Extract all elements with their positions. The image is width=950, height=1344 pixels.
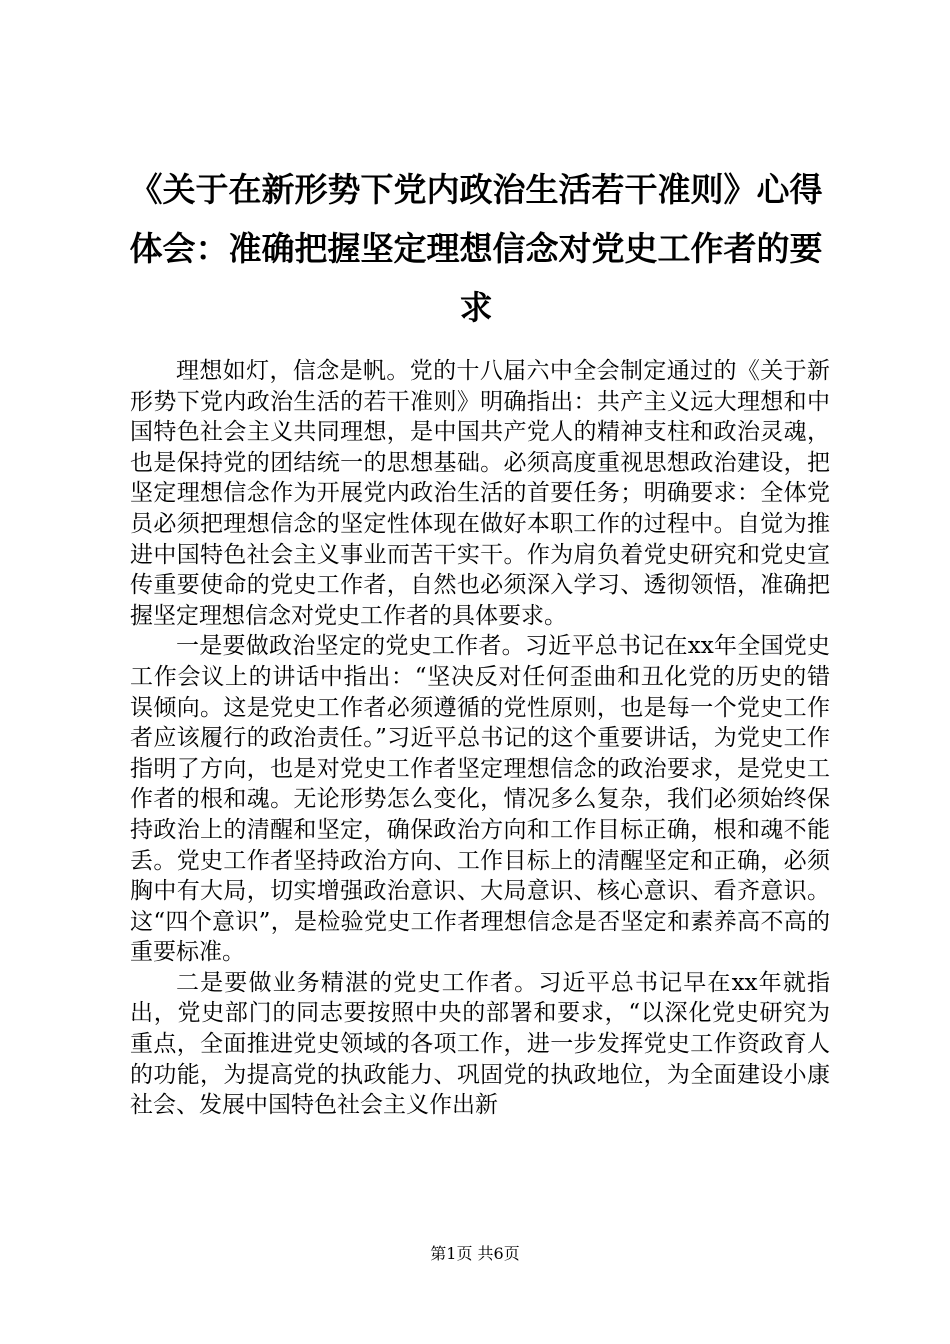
paragraph-intro: 理想如灯，信念是帆。党的十八届六中全会制定通过的《关于新形势下党内政治生活的若干准则》明确指出：共产主义远大理想和中国特色社会主义共同理想，是中国共产党人的精神支柱和政治灵魂，也是保持党的团结统一的思想基础。必须高度重视思想政治建设，把坚定理想信念作为开展党内政治生活的首要任务；明确要求：全体党员必须把理想信念的坚定性体现在做好本职工作的过程中。自觉为推进中国特色社会主义事业而苦干实干。作为肩负着党史研究和党史宣传重要使命的党史工作者，自然也必须深入学习、透彻领悟，准确把握坚定理想信念对党史工作者的具体要求。 bbox=[130, 358, 830, 629]
document-title: 《关于在新形势下党内政治生活若干准则》心得体会：准确把握坚定理想信念对党史工作者的要求 bbox=[129, 170, 823, 327]
document-body bbox=[130, 356, 830, 1121]
paragraph-point-one: 一是要做政治坚定的党史工作者。习近平总书记在xx年全国党史工作会议上的讲话中指出：“坚决反对任何歪曲和丑化党的历史的错误倾向。这是党史工作者必须遵循的党性原则，也是每一个党史工作者应该履行的政治责任。”习近平总书记的这个重要讲话，为党史工作指明了方向，也是对党史工作者坚定理想信念的政治要求，是党史工作者的根和魂。无论形势怎么变化，情况多么复杂，我们必须始终保持政治上的清醒和坚定，确保政治方向和工作目标正确，根和魂不能丢。党史工作者坚持政治方向、工作目标上的清醒坚定和正确，必须胸中有大局，切实增强政治意识、大局意识、核心意识、看齐意识。这“四个意识”，是检验党史工作者理想信念是否坚定和素养高不高的重要标准。 bbox=[130, 633, 830, 966]
paragraph-point-two: 二是要做业务精湛的党史工作者。习近平总书记早在xx年就指出，党史部门的同志要按照中央的部署和要求，“以深化党史研究为重点，全面推进党史领域的各项工作，进一步发挥党史工作资政育人的功能，为提高党的执政能力、巩固党的执政地位，为全面建设小康社会、发展中国特色社会主义作出新 bbox=[130, 969, 830, 1119]
page-number-footer: 第1页 共6页 bbox=[430, 1244, 520, 1263]
